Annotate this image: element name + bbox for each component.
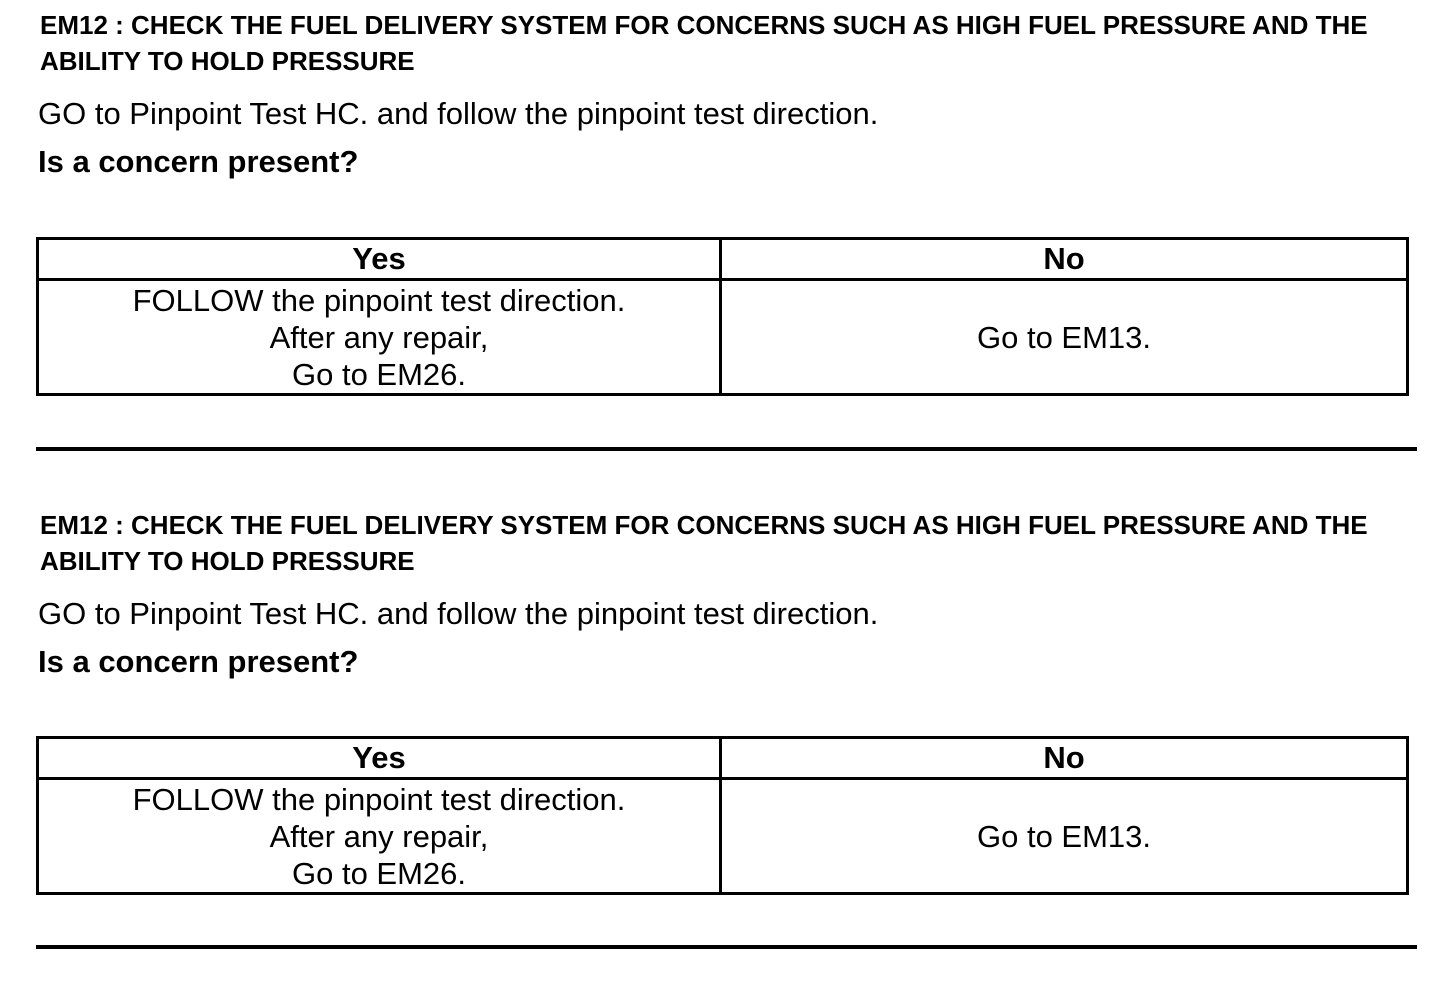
step-title: EM12 : CHECK THE FUEL DELIVERY SYSTEM FOR CONCERNS SUCH AS HIGH FUEL PRESSURE AND THE ABILITY TO HOLD PRESSURE — [40, 10, 1368, 76]
step-title: EM12 : CHECK THE FUEL DELIVERY SYSTEM FOR CONCERNS SUCH AS HIGH FUEL PRESSURE AND THE ABILITY TO HOLD PRESSURE — [40, 510, 1368, 576]
no-cell: Go to EM13. — [721, 779, 1408, 894]
yes-cell — [38, 779, 721, 894]
section-divider — [36, 945, 1417, 949]
decision-table — [36, 237, 1409, 396]
yes-line: FOLLOW the pinpoint test direction. — [132, 781, 626, 817]
yes-header: Yes — [38, 239, 721, 280]
no-header: No — [721, 738, 1408, 779]
yes-line: FOLLOW the pinpoint test direction. — [132, 282, 626, 318]
table-row — [38, 280, 1408, 395]
yes-cell — [38, 280, 721, 395]
step-question: Is a concern present? — [38, 644, 359, 679]
yes-header: Yes — [38, 738, 721, 779]
step-instruction: GO to Pinpoint Test HC. and follow the pinpoint test direction. — [38, 96, 879, 131]
yes-line: Go to EM26. — [291, 356, 467, 392]
table-header-row — [38, 738, 1408, 779]
table-row — [38, 779, 1408, 894]
decision-table — [36, 736, 1409, 895]
table-header-row — [38, 239, 1408, 280]
no-header: No — [721, 239, 1408, 280]
yes-line: After any repair, — [269, 818, 489, 854]
step-question: Is a concern present? — [38, 144, 359, 179]
section-divider — [36, 447, 1417, 451]
step-instruction: GO to Pinpoint Test HC. and follow the pinpoint test direction. — [38, 596, 879, 631]
yes-line: Go to EM26. — [291, 855, 467, 891]
yes-line: After any repair, — [269, 319, 489, 355]
no-cell: Go to EM13. — [721, 280, 1408, 395]
